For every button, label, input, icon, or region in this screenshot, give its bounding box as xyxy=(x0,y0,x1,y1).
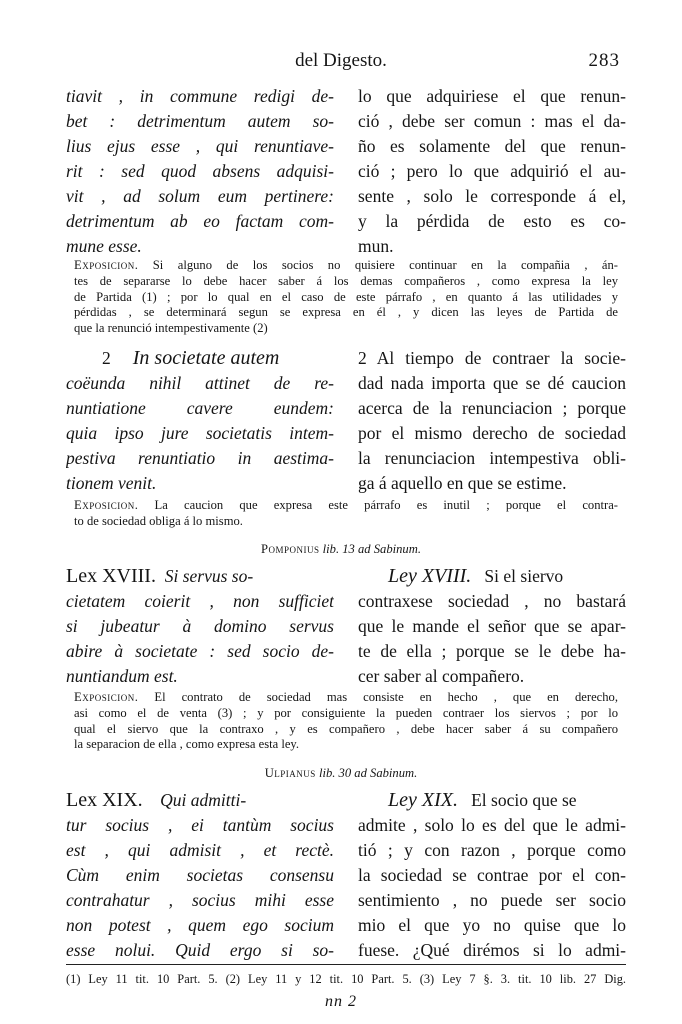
spanish-column xyxy=(358,84,626,259)
spanish-line: sente , solo le corresponde á el, xyxy=(358,186,626,206)
exposition-line: tes de separarse lo debe hacer saber á los demas compañeros , como expresa la ley xyxy=(74,273,618,288)
law-number: Lex XIX. xyxy=(66,789,143,811)
page-number: 283 xyxy=(588,50,620,71)
exposition-line: que la renunció intempestivamente (2) xyxy=(74,321,268,336)
spanish-line: ño es solamente del que renun- xyxy=(358,136,626,156)
exposition-label: Exposicion. xyxy=(74,498,139,512)
latin-line: Lex XIX. Qui admitti- xyxy=(66,789,247,811)
exposition-line: la separacion de ella , como expresa esta ley. xyxy=(74,737,300,752)
footnote-rule xyxy=(66,964,626,965)
latin-column xyxy=(66,84,334,259)
latin-line: non potest , quem ego socium xyxy=(66,915,334,935)
exposition-label: Exposicion. xyxy=(74,690,139,704)
spanish-line: mun. xyxy=(358,236,394,256)
latin-line: Cùm enim societas consensu xyxy=(66,865,334,885)
latin-line: pestiva renuntiatio in aestima- xyxy=(66,448,334,468)
jurist-source: lib. 13 ad Sabinum. xyxy=(322,542,421,556)
latin-line: nuntiandum est. xyxy=(66,666,178,686)
running-head xyxy=(0,50,682,76)
jurist-source: lib. 30 ad Sabinum. xyxy=(318,766,418,780)
latin-column xyxy=(66,788,334,963)
jurist-name: Pomponius xyxy=(261,542,320,556)
spanish-line: dad nada importa que se dé caucion xyxy=(358,373,626,393)
exposition-line: asi como el de venta (3) ; y por consiguiente la pueden contraer los siervos ; por lo xyxy=(74,705,618,720)
spanish-line: Ley XVIII. Si el siervo xyxy=(388,565,564,587)
exposition-paragraph xyxy=(74,258,618,337)
spanish-line: te de ella ; porque se le debe ha- xyxy=(358,641,626,661)
spanish-line: que le mande el señor que se apar- xyxy=(358,616,626,636)
latin-line: mune esse. xyxy=(66,236,142,256)
latin-column xyxy=(66,564,334,689)
latin-line: contrahatur , socius mihi esse xyxy=(66,890,334,910)
spanish-line: 2 Al tiempo de contraer la socie- xyxy=(358,348,626,368)
latin-line: vit , ad solum eum pertinere: xyxy=(66,186,334,206)
latin-line: cietatem coierit , non sufficiet xyxy=(66,591,334,611)
latin-line: coëunda nihil attinet de re- xyxy=(66,373,334,393)
spanish-line: admite , solo lo es del que le admi- xyxy=(358,815,626,835)
spanish-line: cer saber al compañero. xyxy=(358,666,525,686)
spanish-line: acerca de la renunciacion ; porque xyxy=(358,398,626,418)
spanish-line: tió ; y con razon , porque como xyxy=(358,840,626,860)
exposition-paragraph xyxy=(74,498,618,530)
latin-line: tur socius , ei tantùm socius xyxy=(66,815,334,835)
latin-line: 2 In societate autem xyxy=(102,347,280,369)
signature-mark: nn 2 xyxy=(325,993,357,1010)
law-18 xyxy=(66,564,626,689)
spanish-line: y la pérdida de esto es co- xyxy=(358,211,626,231)
jurist-name: Ulpianus xyxy=(264,766,316,780)
spanish-line: la renunciacion intempestiva obli- xyxy=(358,448,626,468)
exposition-line: Exposicion. La caucion que expresa este párrafo es inutil ; porque el contra- xyxy=(74,498,618,512)
latin-line: bet : detrimentum autem so- xyxy=(66,111,334,131)
jurist-heading xyxy=(0,542,682,557)
spanish-line: contraxese sociedad , no bastará xyxy=(358,591,626,611)
spanish-column xyxy=(358,788,626,963)
spanish-line: ció ; pero lo que adquirió el au- xyxy=(358,161,626,181)
latin-line: esse nolui. Quid ergo si so- xyxy=(66,940,334,960)
spanish-line: la sociedad se contrae por el con- xyxy=(358,865,626,885)
exposition-label: Exposicion. xyxy=(74,258,139,272)
jurist-heading xyxy=(0,766,682,781)
exposition-line: qual el siervo que la contraxo , y es compañero , debe hacer saber á su compañero xyxy=(74,721,618,736)
law-number: Ley XVIII. xyxy=(388,565,472,587)
spanish-column xyxy=(358,346,626,496)
spanish-line: lo que adquiriese el que renun- xyxy=(358,86,626,106)
running-title: del Digesto. xyxy=(295,50,387,71)
law-number: Ley XIX. xyxy=(388,789,458,811)
latin-line: si jubeatur à domino servus xyxy=(66,616,334,636)
latin-column xyxy=(66,346,334,496)
latin-line: nuntiatione cavere eundem: xyxy=(66,398,334,418)
latin-line: tiavit , in commune redigi de- xyxy=(66,86,334,106)
exposition-line: to de sociedad obliga á lo mismo. xyxy=(74,513,243,528)
spanish-line: ga á aquello en que se estime. xyxy=(358,473,567,493)
spanish-line: ció , debe ser comun : mas el da- xyxy=(358,111,626,131)
spanish-line: Ley XIX. El socio que se xyxy=(388,789,577,811)
latin-line: est , qui admisit , et rectè. xyxy=(66,840,334,860)
exposition-paragraph xyxy=(74,690,618,753)
latin-line: quia ipso jure societatis intem- xyxy=(66,423,334,443)
exposition-line: Exposicion. Si alguno de los socios no quisiere continuar en la compañia , án- xyxy=(74,258,618,272)
exposition-line: Exposicion. El contrato de sociedad mas consiste en hecho , que en derecho, xyxy=(74,690,618,704)
spanish-line: sentimiento , no puede ser socio xyxy=(358,890,626,910)
spanish-line: fuese. ¿Qué dirémos si lo admi- xyxy=(358,940,626,960)
paragraph-number: 2 xyxy=(102,348,111,368)
latin-line: tionem venit. xyxy=(66,473,157,493)
exposition-line: de Partida (1) ; por lo qual en el caso de este párrafo , en quanto á las utilidades y xyxy=(74,289,618,304)
latin-line: rit : sed quod absens adquisi- xyxy=(66,161,334,181)
section-continuation xyxy=(66,84,626,259)
latin-line: Lex XVIII. Si servus so- xyxy=(66,565,254,587)
latin-line: abire à societate : sed socio de- xyxy=(66,641,334,661)
section-paragraph-2 xyxy=(66,346,626,496)
law-number: Lex XVIII. xyxy=(66,565,156,587)
latin-line: lius ejus esse , qui renuntiave- xyxy=(66,136,334,156)
law-19 xyxy=(66,788,626,963)
exposition-line: pérdidas , se determinará segun se expresa en él , y dicen las leyes de Partida de xyxy=(74,305,618,320)
footnotes: (1) Ley 11 tit. 10 Part. 5. (2) Ley 11 y 12 tit. 10 Part. 5. (3) Ley 7 §. 3. tit. 10 lib. 27 Dig. xyxy=(66,972,626,986)
latin-line: detrimentum ab eo factam com- xyxy=(66,211,334,231)
spanish-column xyxy=(358,564,626,689)
spanish-line: por el mismo derecho de sociedad xyxy=(358,423,626,443)
spanish-line: mio el que yo no quise que lo xyxy=(358,915,626,935)
